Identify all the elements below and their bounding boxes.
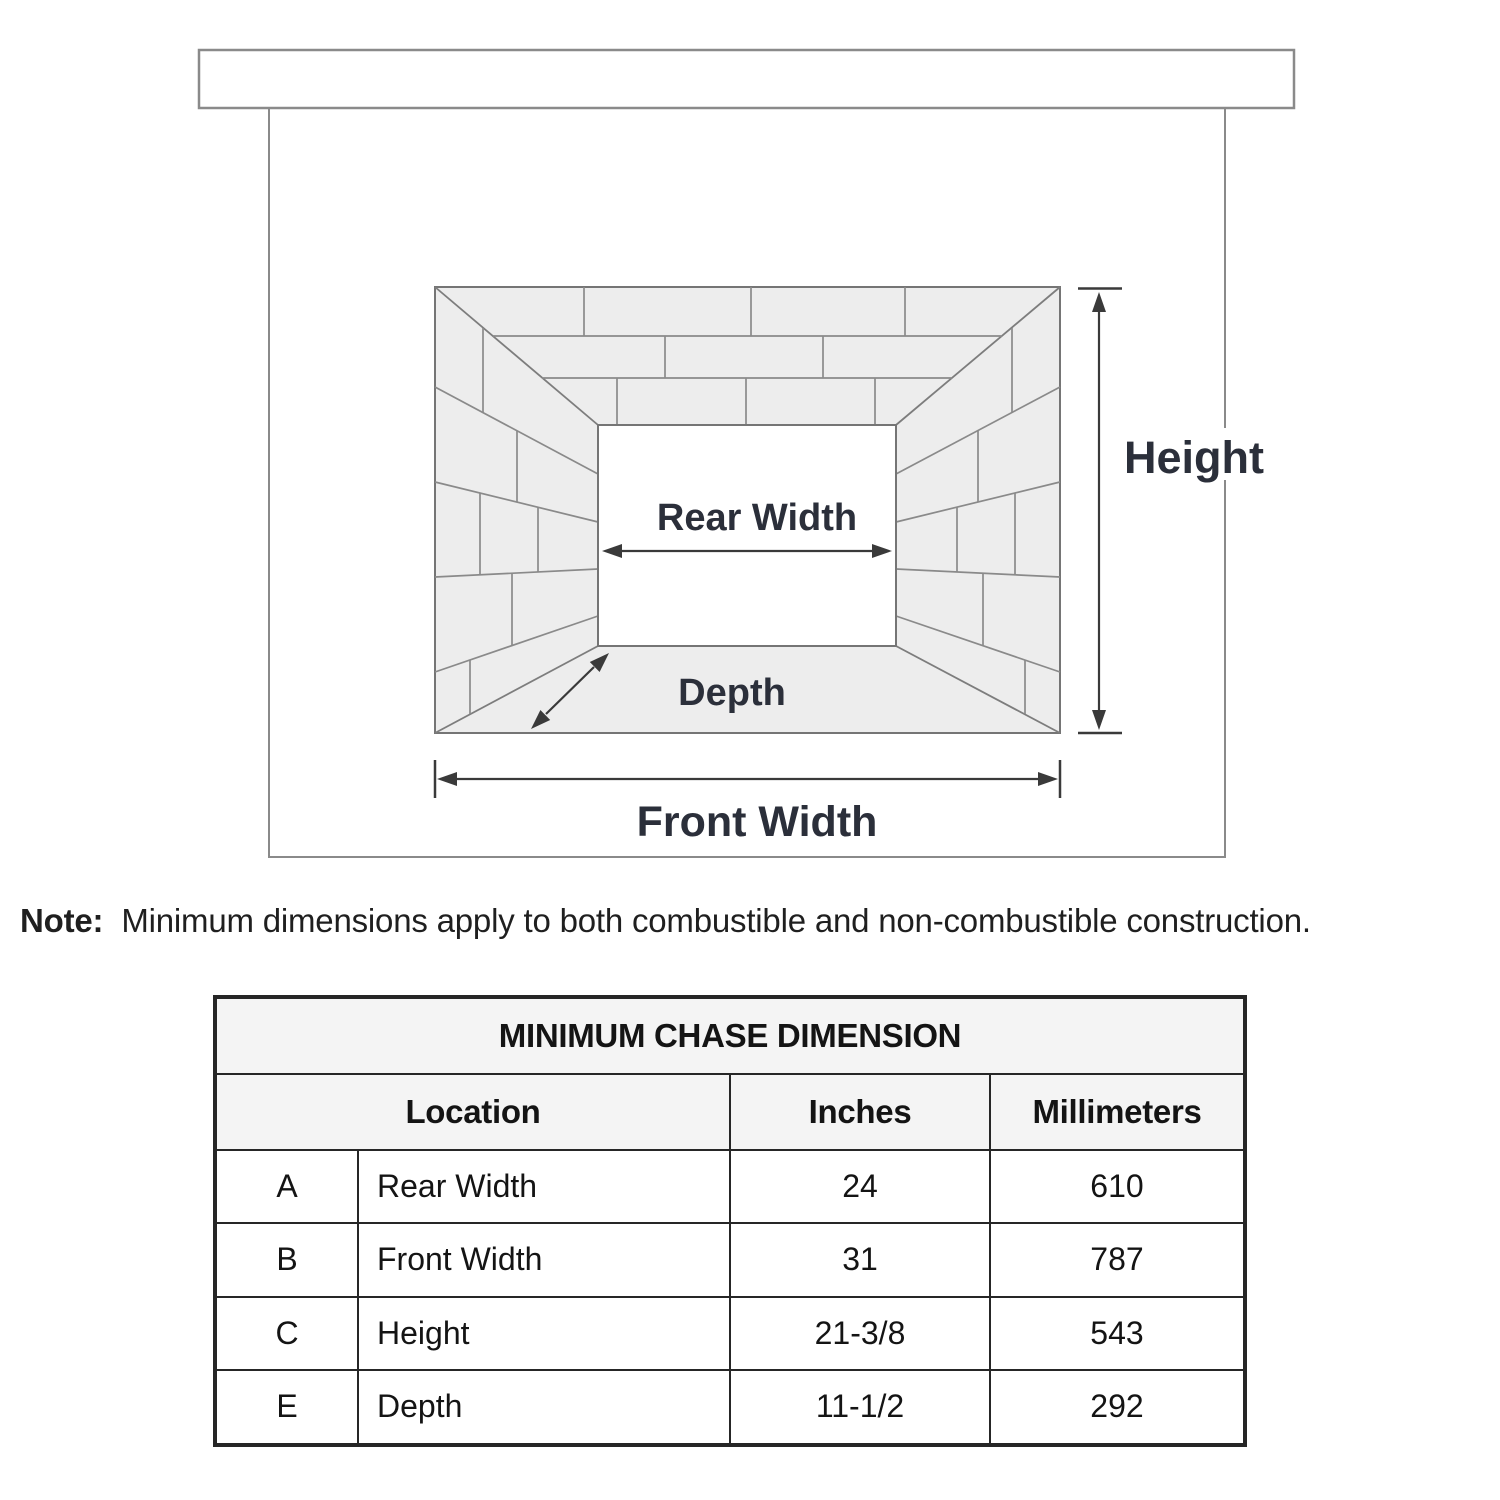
row-inches: 21-3/8: [730, 1297, 990, 1370]
column-header-location: Location: [215, 1074, 730, 1150]
row-inches: 11-1/2: [730, 1370, 990, 1445]
table-title-row: [215, 997, 1245, 1074]
row-key: C: [215, 1297, 358, 1370]
dimension-table: [213, 995, 1247, 1447]
table-row: [215, 1150, 1245, 1223]
row-inches: 31: [730, 1223, 990, 1296]
table-body: [215, 997, 1245, 1445]
table-row: [215, 1297, 1245, 1370]
table-title: MINIMUM CHASE DIMENSION: [215, 997, 1245, 1074]
front-width-label: Front Width: [636, 798, 878, 846]
note: [20, 902, 1490, 940]
row-key: E: [215, 1370, 358, 1445]
row-location: Height: [358, 1297, 730, 1370]
column-header-inches: Inches: [730, 1074, 990, 1150]
front-width-dimension: [435, 760, 1060, 798]
row-key: A: [215, 1150, 358, 1223]
column-header-millimeters: Millimeters: [990, 1074, 1245, 1150]
row-millimeters: 543: [990, 1297, 1245, 1370]
row-location: Front Width: [358, 1223, 730, 1296]
row-millimeters: 610: [990, 1150, 1245, 1223]
height-dimension: [1078, 289, 1122, 734]
row-millimeters: 787: [990, 1223, 1245, 1296]
note-text: Minimum dimensions apply to both combustible and non-combustible construction.: [121, 902, 1311, 939]
table-header-row: [215, 1074, 1245, 1150]
rear-width-label: Rear Width: [656, 497, 858, 539]
row-location: Rear Width: [358, 1150, 730, 1223]
row-millimeters: 292: [990, 1370, 1245, 1445]
row-inches: 24: [730, 1150, 990, 1223]
chase-top-plate: [199, 50, 1294, 108]
table-row: [215, 1223, 1245, 1296]
depth-label: Depth: [678, 672, 786, 714]
height-label: Height: [1124, 432, 1264, 483]
row-key: B: [215, 1223, 358, 1296]
table-row: [215, 1370, 1245, 1445]
row-location: Depth: [358, 1370, 730, 1445]
note-prefix: Note:: [20, 902, 104, 939]
